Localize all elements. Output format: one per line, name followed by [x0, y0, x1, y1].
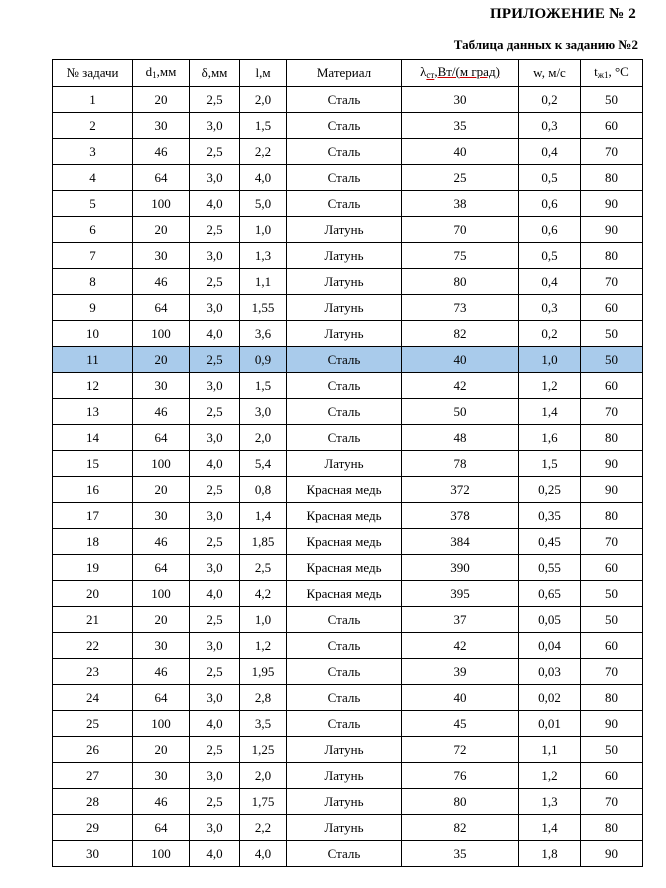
cell-thickness: 4,0: [190, 321, 240, 347]
cell-diameter: 64: [133, 555, 190, 581]
cell-conductivity: 372: [402, 477, 519, 503]
cell-thickness: 3,0: [190, 373, 240, 399]
cell-length: 2,8: [240, 685, 287, 711]
table-row: [53, 243, 643, 269]
cell-task: 23: [53, 659, 133, 685]
cell-thickness: 3,0: [190, 815, 240, 841]
cell-length: 1,55: [240, 295, 287, 321]
table-row: [53, 347, 643, 373]
cell-thickness: 3,0: [190, 503, 240, 529]
col-header-temperature-unit: , °C: [608, 63, 629, 79]
cell-task: 19: [53, 555, 133, 581]
cell-thickness: 3,0: [190, 113, 240, 139]
cell-task: 21: [53, 607, 133, 633]
cell-velocity: 1,5: [519, 451, 581, 477]
cell-length: 5,0: [240, 191, 287, 217]
cell-material: Латунь: [287, 243, 402, 269]
table-row: [53, 529, 643, 555]
cell-velocity: 0,04: [519, 633, 581, 659]
cell-conductivity: 42: [402, 373, 519, 399]
cell-thickness: 2,5: [190, 399, 240, 425]
cell-velocity: 1,4: [519, 815, 581, 841]
cell-temperature: 80: [581, 425, 643, 451]
cell-diameter: 46: [133, 529, 190, 555]
cell-diameter: 30: [133, 373, 190, 399]
table-row: [53, 425, 643, 451]
cell-material: Латунь: [287, 269, 402, 295]
cell-length: 1,95: [240, 659, 287, 685]
cell-temperature: 50: [581, 347, 643, 373]
cell-diameter: 100: [133, 191, 190, 217]
cell-task: 20: [53, 581, 133, 607]
cell-diameter: 46: [133, 399, 190, 425]
cell-temperature: 80: [581, 165, 643, 191]
cell-material: Латунь: [287, 763, 402, 789]
cell-conductivity: 35: [402, 113, 519, 139]
table-row: [53, 217, 643, 243]
cell-length: 1,4: [240, 503, 287, 529]
cell-thickness: 4,0: [190, 581, 240, 607]
cell-diameter: 20: [133, 607, 190, 633]
cell-temperature: 60: [581, 555, 643, 581]
cell-thickness: 3,0: [190, 633, 240, 659]
cell-conductivity: 82: [402, 815, 519, 841]
cell-material: Латунь: [287, 321, 402, 347]
cell-task: 11: [53, 347, 133, 373]
col-header-temperature-sub: ж1: [597, 69, 609, 80]
table-row: [53, 191, 643, 217]
cell-temperature: 60: [581, 373, 643, 399]
table-row: [53, 477, 643, 503]
cell-thickness: 3,0: [190, 243, 240, 269]
cell-velocity: 0,03: [519, 659, 581, 685]
table-row: [53, 607, 643, 633]
cell-material: Сталь: [287, 659, 402, 685]
cell-material: Сталь: [287, 113, 402, 139]
cell-velocity: 0,2: [519, 87, 581, 113]
cell-material: Красная медь: [287, 555, 402, 581]
cell-length: 2,0: [240, 425, 287, 451]
cell-diameter: 64: [133, 295, 190, 321]
cell-thickness: 2,5: [190, 529, 240, 555]
cell-temperature: 60: [581, 633, 643, 659]
cell-length: 1,85: [240, 529, 287, 555]
cell-material: Латунь: [287, 815, 402, 841]
cell-temperature: 60: [581, 763, 643, 789]
cell-velocity: 0,4: [519, 139, 581, 165]
cell-temperature: 70: [581, 529, 643, 555]
cell-thickness: 3,0: [190, 555, 240, 581]
cell-thickness: 2,5: [190, 477, 240, 503]
cell-length: 0,8: [240, 477, 287, 503]
table-row: [53, 633, 643, 659]
cell-task: 12: [53, 373, 133, 399]
cell-temperature: 90: [581, 191, 643, 217]
cell-material: Сталь: [287, 139, 402, 165]
cell-material: Сталь: [287, 347, 402, 373]
cell-length: 1,25: [240, 737, 287, 763]
cell-task: 3: [53, 139, 133, 165]
cell-conductivity: 80: [402, 789, 519, 815]
cell-diameter: 30: [133, 113, 190, 139]
cell-diameter: 20: [133, 87, 190, 113]
cell-material: Сталь: [287, 607, 402, 633]
cell-conductivity: 39: [402, 659, 519, 685]
cell-length: 3,6: [240, 321, 287, 347]
cell-material: Латунь: [287, 737, 402, 763]
cell-material: Красная медь: [287, 503, 402, 529]
cell-temperature: 80: [581, 685, 643, 711]
cell-material: Сталь: [287, 373, 402, 399]
cell-conductivity: 30: [402, 87, 519, 113]
cell-length: 2,2: [240, 139, 287, 165]
cell-length: 1,3: [240, 243, 287, 269]
cell-conductivity: 395: [402, 581, 519, 607]
data-table: [52, 59, 643, 867]
cell-temperature: 70: [581, 659, 643, 685]
table-row: [53, 503, 643, 529]
cell-material: Сталь: [287, 685, 402, 711]
cell-conductivity: 76: [402, 763, 519, 789]
cell-temperature: 80: [581, 243, 643, 269]
cell-temperature: 90: [581, 217, 643, 243]
cell-length: 3,5: [240, 711, 287, 737]
cell-conductivity: 78: [402, 451, 519, 477]
cell-task: 7: [53, 243, 133, 269]
table-row: [53, 763, 643, 789]
cell-conductivity: 73: [402, 295, 519, 321]
cell-conductivity: 40: [402, 139, 519, 165]
cell-task: 25: [53, 711, 133, 737]
col-header-diameter-base: d: [145, 63, 153, 79]
col-header-conductivity: [402, 60, 519, 87]
col-header-diameter: [133, 60, 190, 87]
cell-temperature: 50: [581, 581, 643, 607]
cell-conductivity: 37: [402, 607, 519, 633]
table-row: [53, 451, 643, 477]
cell-length: 2,0: [240, 763, 287, 789]
cell-length: 2,5: [240, 555, 287, 581]
cell-diameter: 20: [133, 737, 190, 763]
cell-thickness: 2,5: [190, 269, 240, 295]
table-row: [53, 555, 643, 581]
cell-task: 10: [53, 321, 133, 347]
col-header-velocity: w, м/с: [519, 60, 581, 87]
cell-conductivity: 40: [402, 347, 519, 373]
table-row: [53, 685, 643, 711]
col-header-thickness: δ,мм: [190, 60, 240, 87]
cell-material: Сталь: [287, 191, 402, 217]
cell-diameter: 20: [133, 347, 190, 373]
cell-length: 4,0: [240, 841, 287, 867]
cell-task: 17: [53, 503, 133, 529]
cell-diameter: 100: [133, 451, 190, 477]
cell-task: 18: [53, 529, 133, 555]
cell-velocity: 1,6: [519, 425, 581, 451]
cell-diameter: 100: [133, 841, 190, 867]
cell-velocity: 1,1: [519, 737, 581, 763]
cell-task: 15: [53, 451, 133, 477]
cell-task: 4: [53, 165, 133, 191]
cell-material: Латунь: [287, 451, 402, 477]
cell-thickness: 3,0: [190, 763, 240, 789]
cell-task: 5: [53, 191, 133, 217]
cell-velocity: 0,5: [519, 165, 581, 191]
cell-thickness: 4,0: [190, 841, 240, 867]
cell-conductivity: 82: [402, 321, 519, 347]
cell-conductivity: 378: [402, 503, 519, 529]
cell-velocity: 0,5: [519, 243, 581, 269]
table-row: [53, 789, 643, 815]
table-row: [53, 815, 643, 841]
col-header-length: l,м: [240, 60, 287, 87]
cell-conductivity: 75: [402, 243, 519, 269]
cell-task: 1: [53, 87, 133, 113]
cell-temperature: 50: [581, 737, 643, 763]
cell-diameter: 100: [133, 581, 190, 607]
cell-thickness: 2,5: [190, 659, 240, 685]
cell-diameter: 20: [133, 217, 190, 243]
cell-material: Сталь: [287, 165, 402, 191]
table-row: [53, 841, 643, 867]
cell-length: 2,2: [240, 815, 287, 841]
cell-temperature: 50: [581, 607, 643, 633]
cell-velocity: 0,45: [519, 529, 581, 555]
cell-diameter: 100: [133, 321, 190, 347]
cell-task: 2: [53, 113, 133, 139]
cell-conductivity: 35: [402, 841, 519, 867]
cell-task: 22: [53, 633, 133, 659]
cell-temperature: 70: [581, 789, 643, 815]
cell-temperature: 50: [581, 87, 643, 113]
cell-task: 29: [53, 815, 133, 841]
cell-conductivity: 40: [402, 685, 519, 711]
cell-conductivity: 80: [402, 269, 519, 295]
cell-velocity: 0,35: [519, 503, 581, 529]
cell-material: Сталь: [287, 425, 402, 451]
cell-task: 26: [53, 737, 133, 763]
cell-material: Сталь: [287, 399, 402, 425]
cell-velocity: 0,3: [519, 295, 581, 321]
cell-velocity: 0,25: [519, 477, 581, 503]
cell-length: 5,4: [240, 451, 287, 477]
cell-velocity: 1,0: [519, 347, 581, 373]
table-row: [53, 659, 643, 685]
cell-velocity: 1,4: [519, 399, 581, 425]
cell-thickness: 2,5: [190, 607, 240, 633]
cell-temperature: 90: [581, 477, 643, 503]
cell-velocity: 1,8: [519, 841, 581, 867]
cell-length: 1,1: [240, 269, 287, 295]
cell-diameter: 46: [133, 659, 190, 685]
cell-material: Сталь: [287, 711, 402, 737]
cell-thickness: 4,0: [190, 711, 240, 737]
cell-velocity: 0,65: [519, 581, 581, 607]
cell-material: Латунь: [287, 789, 402, 815]
cell-thickness: 3,0: [190, 165, 240, 191]
cell-diameter: 30: [133, 763, 190, 789]
cell-conductivity: 48: [402, 425, 519, 451]
cell-thickness: 2,5: [190, 347, 240, 373]
col-header-material: Материал: [287, 60, 402, 87]
cell-velocity: 0,2: [519, 321, 581, 347]
col-header-temperature-base: t: [594, 63, 598, 79]
cell-temperature: 60: [581, 295, 643, 321]
cell-thickness: 4,0: [190, 191, 240, 217]
table-row: [53, 113, 643, 139]
cell-material: Сталь: [287, 633, 402, 659]
cell-length: 4,0: [240, 165, 287, 191]
table-row: [53, 321, 643, 347]
cell-task: 27: [53, 763, 133, 789]
table-row: [53, 737, 643, 763]
cell-task: 28: [53, 789, 133, 815]
cell-length: 3,0: [240, 399, 287, 425]
cell-length: 1,5: [240, 373, 287, 399]
cell-diameter: 64: [133, 165, 190, 191]
cell-velocity: 0,4: [519, 269, 581, 295]
cell-length: 1,75: [240, 789, 287, 815]
cell-length: 4,2: [240, 581, 287, 607]
cell-diameter: 30: [133, 243, 190, 269]
cell-thickness: 2,5: [190, 737, 240, 763]
table-row: [53, 165, 643, 191]
cell-diameter: 46: [133, 789, 190, 815]
table-caption: Таблица данных к заданию №2: [453, 37, 638, 52]
table-row: [53, 581, 643, 607]
cell-diameter: 46: [133, 269, 190, 295]
cell-temperature: 90: [581, 841, 643, 867]
cell-temperature: 90: [581, 711, 643, 737]
cell-temperature: 60: [581, 113, 643, 139]
cell-temperature: 70: [581, 269, 643, 295]
cell-diameter: 30: [133, 633, 190, 659]
cell-velocity: 0,05: [519, 607, 581, 633]
cell-temperature: 90: [581, 451, 643, 477]
cell-conductivity: 50: [402, 399, 519, 425]
cell-task: 30: [53, 841, 133, 867]
cell-diameter: 64: [133, 685, 190, 711]
cell-thickness: 2,5: [190, 789, 240, 815]
cell-material: Латунь: [287, 295, 402, 321]
cell-velocity: 0,6: [519, 217, 581, 243]
col-header-diameter-sub: 1: [152, 69, 157, 80]
cell-thickness: 2,5: [190, 217, 240, 243]
table-row: [53, 373, 643, 399]
cell-conductivity: 390: [402, 555, 519, 581]
table-row: [53, 87, 643, 113]
cell-thickness: 2,5: [190, 87, 240, 113]
cell-temperature: 80: [581, 815, 643, 841]
cell-velocity: 1,3: [519, 789, 581, 815]
cell-task: 14: [53, 425, 133, 451]
cell-material: Красная медь: [287, 529, 402, 555]
cell-conductivity: 384: [402, 529, 519, 555]
cell-temperature: 50: [581, 321, 643, 347]
cell-velocity: 0,3: [519, 113, 581, 139]
cell-task: 24: [53, 685, 133, 711]
cell-task: 8: [53, 269, 133, 295]
cell-material: Сталь: [287, 87, 402, 113]
table-row: [53, 711, 643, 737]
cell-length: 2,0: [240, 87, 287, 113]
cell-task: 16: [53, 477, 133, 503]
table-row: [53, 139, 643, 165]
cell-conductivity: 25: [402, 165, 519, 191]
cell-task: 13: [53, 399, 133, 425]
table-row: [53, 399, 643, 425]
cell-temperature: 80: [581, 503, 643, 529]
appendix-title: ПРИЛОЖЕНИЕ № 2: [489, 6, 636, 22]
table-row: [53, 295, 643, 321]
table-row: [53, 269, 643, 295]
cell-thickness: 3,0: [190, 685, 240, 711]
cell-task: 6: [53, 217, 133, 243]
cell-material: Сталь: [287, 841, 402, 867]
cell-diameter: 64: [133, 425, 190, 451]
cell-length: 0,9: [240, 347, 287, 373]
cell-length: 1,5: [240, 113, 287, 139]
col-header-temperature: [581, 60, 643, 87]
cell-thickness: 3,0: [190, 425, 240, 451]
cell-diameter: 20: [133, 477, 190, 503]
cell-diameter: 100: [133, 711, 190, 737]
col-header-task: № задачи: [53, 60, 133, 87]
cell-material: Латунь: [287, 217, 402, 243]
header-row: [53, 60, 643, 87]
cell-velocity: 1,2: [519, 763, 581, 789]
cell-length: 1,2: [240, 633, 287, 659]
cell-thickness: 4,0: [190, 451, 240, 477]
cell-diameter: 64: [133, 815, 190, 841]
cell-diameter: 46: [133, 139, 190, 165]
cell-material: Красная медь: [287, 581, 402, 607]
cell-velocity: 0,01: [519, 711, 581, 737]
cell-thickness: 2,5: [190, 139, 240, 165]
cell-length: 1,0: [240, 217, 287, 243]
col-header-conductivity-unit: ,Вт/(м град): [434, 63, 500, 79]
cell-length: 1,0: [240, 607, 287, 633]
cell-temperature: 70: [581, 139, 643, 165]
cell-conductivity: 38: [402, 191, 519, 217]
cell-thickness: 3,0: [190, 295, 240, 321]
col-header-conductivity-sub: ст: [426, 69, 435, 80]
col-header-diameter-unit: ,мм: [156, 63, 177, 79]
cell-velocity: 0,6: [519, 191, 581, 217]
cell-diameter: 30: [133, 503, 190, 529]
cell-material: Красная медь: [287, 477, 402, 503]
cell-velocity: 0,02: [519, 685, 581, 711]
col-header-conductivity-base: λ: [420, 63, 427, 79]
cell-conductivity: 72: [402, 737, 519, 763]
cell-temperature: 70: [581, 399, 643, 425]
cell-velocity: 1,2: [519, 373, 581, 399]
cell-conductivity: 42: [402, 633, 519, 659]
cell-conductivity: 70: [402, 217, 519, 243]
cell-velocity: 0,55: [519, 555, 581, 581]
cell-task: 9: [53, 295, 133, 321]
cell-conductivity: 45: [402, 711, 519, 737]
